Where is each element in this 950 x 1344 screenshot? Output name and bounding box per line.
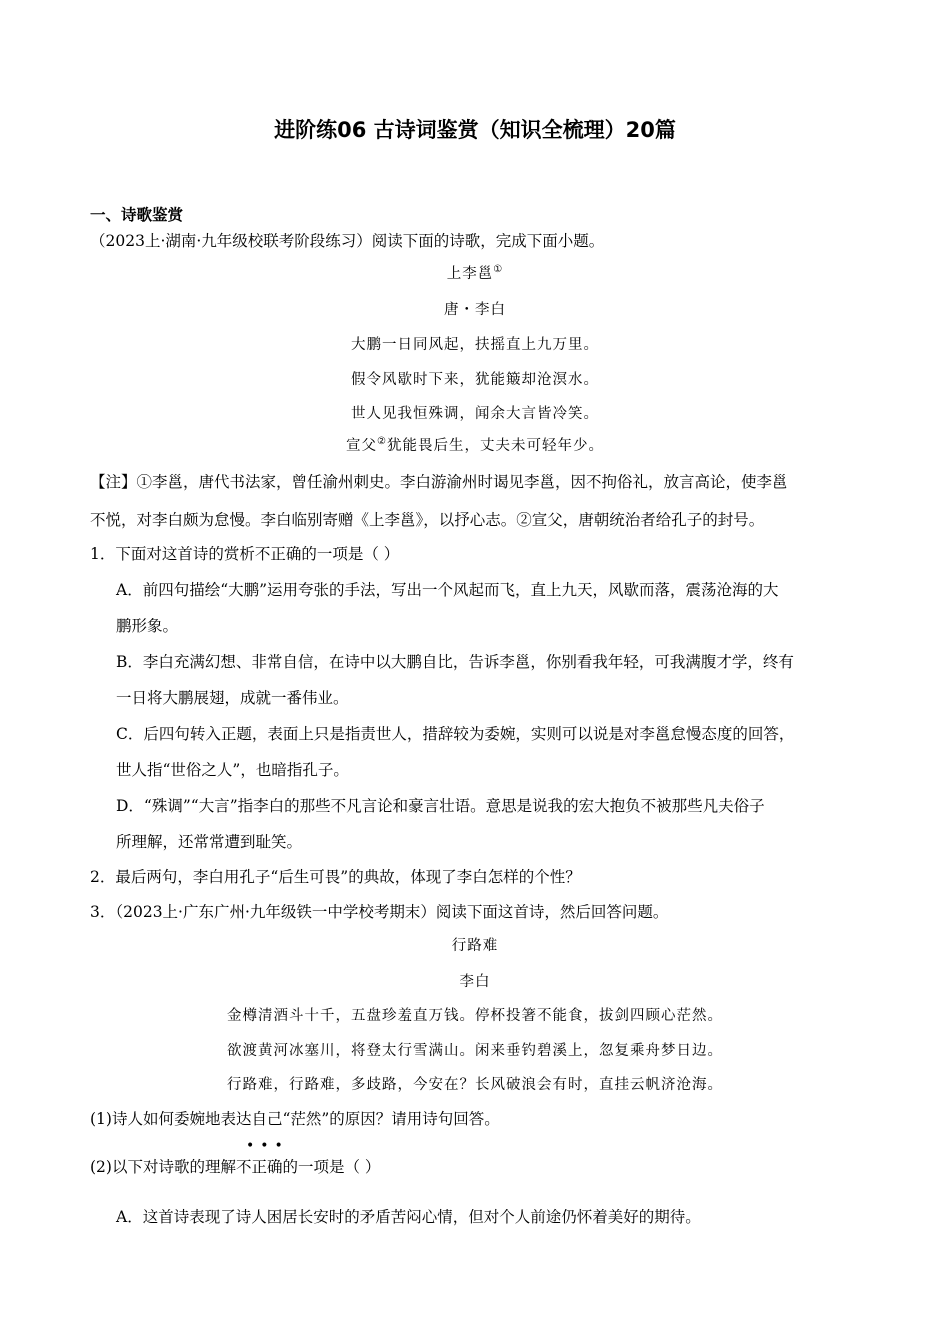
section-heading: 一、诗歌鉴赏 [90,206,184,224]
page-title: 进阶练06 古诗词鉴赏（知识全梳理）20篇 [274,118,676,142]
source-line-1: （2023上·湖南·九年级校联考阶段练习）阅读下面的诗歌，完成下面小题。 [90,232,605,250]
poem2-line: 行路难，行路难，多歧路，今安在？长风破浪会有时，直挂云帆济沧海。 [227,1077,723,1093]
question-3: 3．（2023上·广东广州·九年级铁一中学校考期末）阅读下面这首诗，然后回答问题。 [90,903,669,921]
option-d-cont: 所理解，还常常遭到耻笑。 [116,833,303,851]
poem1-title: 上李邕① [446,264,504,282]
poem1-line: 世人见我恒殊调，闻余大言皆冷笑。 [351,406,599,422]
poem2-author: 李白 [459,974,491,990]
poem2-line: 金樽清酒斗十千，五盘珍羞直万钱。停杯投箸不能食，拔剑四顾心茫然。 [227,1008,723,1024]
emphasis-dots: ••• [246,1138,289,1154]
option-a: A．前四句描绘“大鹏”运用夸张的手法，写出一个风起而飞，直上九天，风歇而落，震荡沧海的大 [116,581,779,599]
option-c-cont: 世人指“世俗之人”，也暗指孔子。 [116,761,349,779]
poem2-line: 欲渡黄河冰塞川，将登太行雪满山。闲来垂钓碧溪上，忽复乘舟梦日边。 [227,1043,723,1059]
poem1-line: 假令风歇时下来，犹能簸却沧溟水。 [351,372,599,388]
sub-question-2: (2)以下对诗歌的理解不正确的一项是（ ） [90,1158,381,1176]
option-b-cont: 一日将大鹏展翅，成就一番伟业。 [116,689,349,707]
option-a-cont: 鹏形象。 [116,617,179,635]
poem1-line: 大鹏一日同风起，扶摇直上九万里。 [351,337,599,353]
option-d: D．“殊调”“大言”指李白的那些不凡言论和豪言壮语。意思是说我的宏大抱负不被那些凡夫俗子 [116,797,765,815]
sub-option-a: A．这首诗表现了诗人困居长安时的矛盾苦闷心情，但对个人前途仍怀着美好的期待。 [116,1208,701,1226]
option-b: B．李白充满幻想、非常自信，在诗中以大鹏自比，告诉李邕，你别看我年轻，可我满腹才学，终有 [116,653,794,671]
note-line: 【注】①李邕，唐代书法家，曾任渝州刺史。李白游渝州时谒见李邕，因不拘俗礼，放言高论，使李邕 [90,473,788,491]
poem1-line: 宣父②犹能畏后生，丈夫未可轻年少。 [346,436,604,454]
poem1-author: 唐・李白 [444,302,506,318]
note-line: 不悦，对李白颇为怠慢。李白临别寄赠《上李邕》，以抒心志。②宣父，唐朝统治者给孔子的封号。 [90,511,765,529]
option-c: C．后四句转入正题，表面上只是指责世人，措辞较为委婉，实则可以说是对李邕怠慢态度的回答， [116,725,795,743]
sub-question-1: (1)诗人如何委婉地表达自己“茫然”的原因？请用诗句回答。 [90,1110,500,1128]
poem2-title: 行路难 [451,938,499,954]
question-1: 1．下面对这首诗的赏析不正确的一项是（ ） [90,545,400,563]
question-2: 2．最后两句，李白用孔子“后生可畏”的典故，体现了李白怎样的个性？ [90,868,581,886]
